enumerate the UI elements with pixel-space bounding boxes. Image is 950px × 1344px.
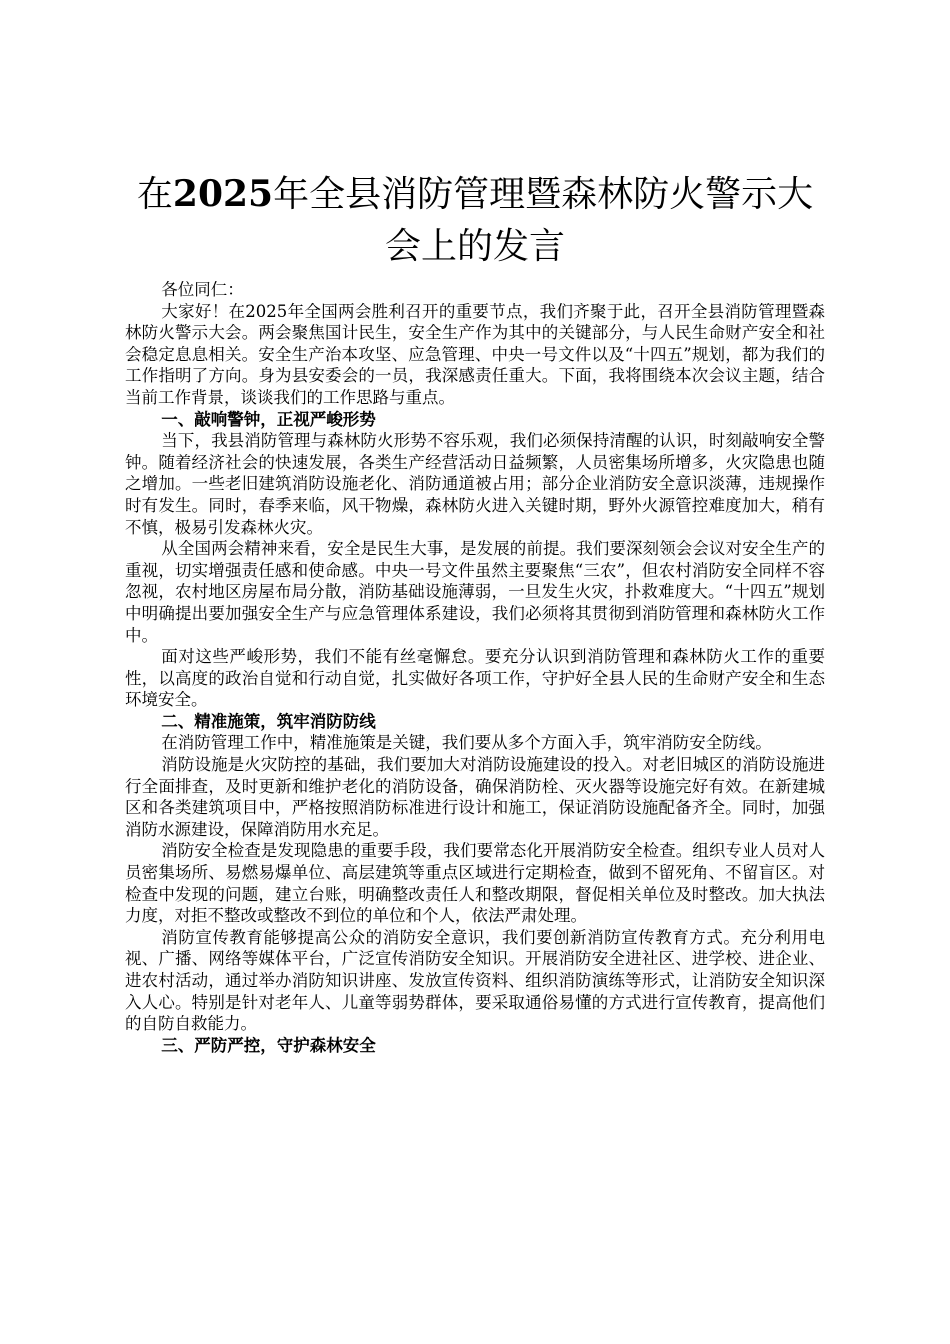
title-prefix: 在	[136, 174, 173, 215]
section-2-paragraph-1: 在消防管理工作中，精准施策是关键，我们要从多个方面入手，筑牢消防安全防线。	[161, 733, 772, 753]
section-1-paragraph-1: 当下，我县消防管理与森林防火形势不容乐观，我们必须保持清醒的认识，时刻敲响安全警钟。随着经济社会的快速发展，各类生产经营活动日益频繁，人员密集场所增多，火灾隐患也随之增加。一些老旧建筑消防设施老化、消防通道被占用；部分企业消防安全意识淡薄，违规操作时有发生。同时，春季来临，风干物燥，森林防火进入关键时期，野外火源管控难度加大，稍有不慎，极易引发森林火灾。	[125, 431, 825, 537]
section-2-paragraph-4: 消防宣传教育能够提高公众的消防安全意识，我们要创新消防宣传教育方式。充分利用电视、广播、网络等媒体平台，广泛宣传消防安全知识。开展消防安全进社区、进学校、进企业、进农村活动，通过举办消防知识讲座、发放宣传资料、组织消防演练等形式，让消防安全知识深入人心。特别是针对老年人、儿童等弱势群体，要采取通俗易懂的方式进行宣传教育，提高他们的自防自救能力。	[125, 927, 825, 1034]
section-1-paragraph-3: 面对这些严峻形势，我们不能有丝毫懈怠。要充分认识到消防管理和森林防火工作的重要性，以高度的政治自觉和行动自觉，扎实做好各项工作，守护好全县人民的生命财产安全和生态环境安全。	[125, 647, 825, 710]
section-2-paragraph-2: 消防设施是火灾防控的基础，我们要加大对消防设施建设的投入。对老旧城区的消防设施进行全面排查，及时更新和维护老化的消防设备，确保消防栓、灭火器等设施完好有效。在新建城区和各类建筑项目中，严格按照消防标准进行设计和施工，保证消防设施配备齐全。同时，加强消防水源建设，保障消防用水充足。	[125, 755, 825, 839]
title-suffix: 年全县消防管理暨森林防火警示大会上的发言	[273, 174, 814, 267]
salutation: 各位同仁：	[161, 280, 244, 299]
intro-paragraph: 大家好！在2025年全国两会胜利召开的重要节点，我们齐聚于此，召开全县消防管理暨森林防火警示大会。两会聚焦国计民生，安全生产作为其中的关键部分，与人民生命财产安全和社会稳定息息相关。安全生产治本攻坚、应急管理、中央一号文件以及“十四五”规划，都为我们的工作指明了方向。身为县安委会的一员，我深感责任重大。下面，我将围绕本次会议主题，结合当前工作背景，谈谈我们的工作思路与重点。	[125, 301, 825, 407]
section-3-heading: 三、严防严控，守护森林安全	[161, 1035, 376, 1055]
section-2-paragraph-3: 消防安全检查是发现隐患的重要手段，我们要常态化开展消防安全检查。组织专业人员对人员密集场所、易燃易爆单位、高层建筑等重点区域进行定期检查，做到不留死角、不留盲区。对检查中发现的问题，建立台账，明确整改责任人和整改期限，督促相关单位及时整改。加大执法力度，对拒不整改或整改不到位的单位和个人，依法严肃处理。	[125, 841, 825, 926]
section-1-paragraph-2: 从全国两会精神来看，安全是民生大事，是发展的前提。我们要深刻领会会议对安全生产的重视，切实增强责任感和使命感。中央一号文件虽然主要聚焦“三农”，但农村消防安全同样不容忽视，农村地区房屋布局分散，消防基础设施薄弱，一旦发生火灾，扑救难度大。“十四五”规划中明确提出要加强安全生产与应急管理体系建设，我们必须将其贯彻到消防管理和森林防火工作中。	[125, 539, 825, 645]
title-year: 2025	[172, 173, 274, 215]
document-title	[125, 168, 825, 273]
document-page	[125, 168, 825, 1056]
section-2-heading: 二、精准施策，筑牢消防防线	[161, 711, 376, 731]
section-1-heading: 一、敲响警钟，正视严峻形势	[161, 409, 376, 429]
